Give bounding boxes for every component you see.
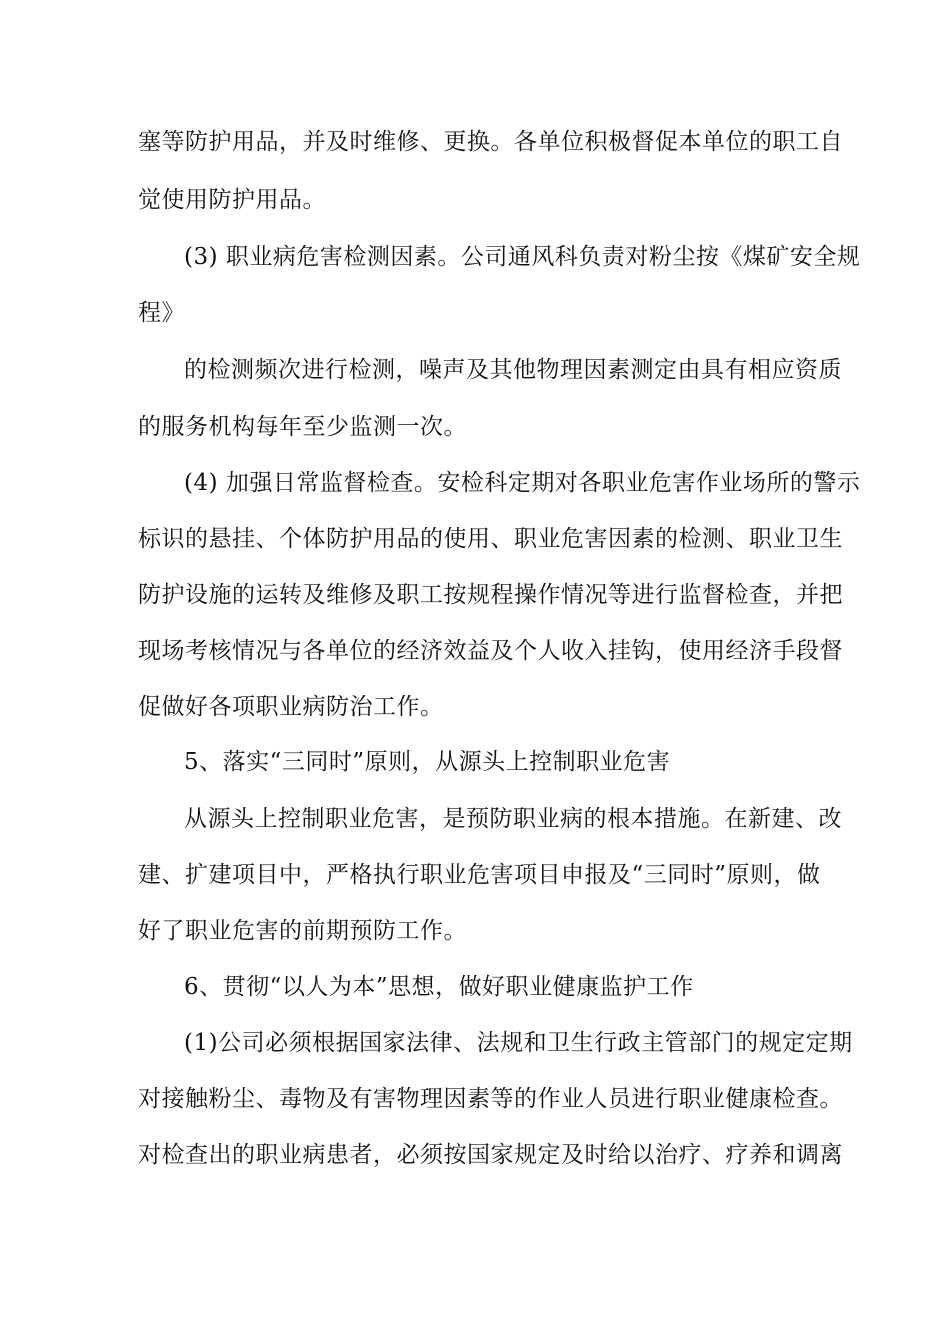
text-line: (1)公司必须根据国家法律、法规和卫生行政主管部门的规定定期 [184,1030,853,1056]
text-line: (4) 加强日常监督检查。安检科定期对各职业危害作业场所的警示 [184,470,861,496]
text-line: 对接触粉尘、毒物及有害物理因素等的作业人员进行职业健康检查。 [138,1086,843,1112]
text-line: 的检测频次进行检测，噪声及其他物理因素测定由具有相应资质 [184,357,842,383]
section-heading: 6、贯彻“以人为本”思想，做好职业健康监护工作 [184,974,694,1000]
text-line: 觉使用防护用品。 [138,187,326,213]
text-line: 对检查出的职业病患者，必须按国家规定及时给以治疗、疗养和调离 [138,1142,843,1168]
text-line: (3) 职业病危害检测因素。公司通风科负责对粉尘按《煤矿安全规 [184,244,861,270]
text-line: 现场考核情况与各单位的经济效益及个人收入挂钩，使用经济手段督 [138,638,843,664]
text-line: 促做好各项职业病防治工作。 [138,694,444,720]
section-heading: 5、落实“三同时”原则，从源头上控制职业危害 [184,749,671,775]
text-line: 建、扩建项目中，严格执行职业危害项目申报及“三同时”原则，做 [138,862,821,888]
text-line: 防护设施的运转及维修及职工按规程操作情况等进行监督检查，并把 [138,582,843,608]
text-line: 好了职业危害的前期预防工作。 [138,918,467,944]
text-line: 从源头上控制职业危害，是预防职业病的根本措施。在新建、改 [184,806,842,832]
text-line: 塞等防护用品，并及时维修、更换。各单位积极督促本单位的职工自 [138,129,843,155]
text-line: 程》 [138,300,185,326]
text-line: 标识的悬挂、个体防护用品的使用、职业危害因素的检测、职业卫生 [138,526,843,552]
text-line: 的服务机构每年至少监测一次。 [138,414,467,440]
